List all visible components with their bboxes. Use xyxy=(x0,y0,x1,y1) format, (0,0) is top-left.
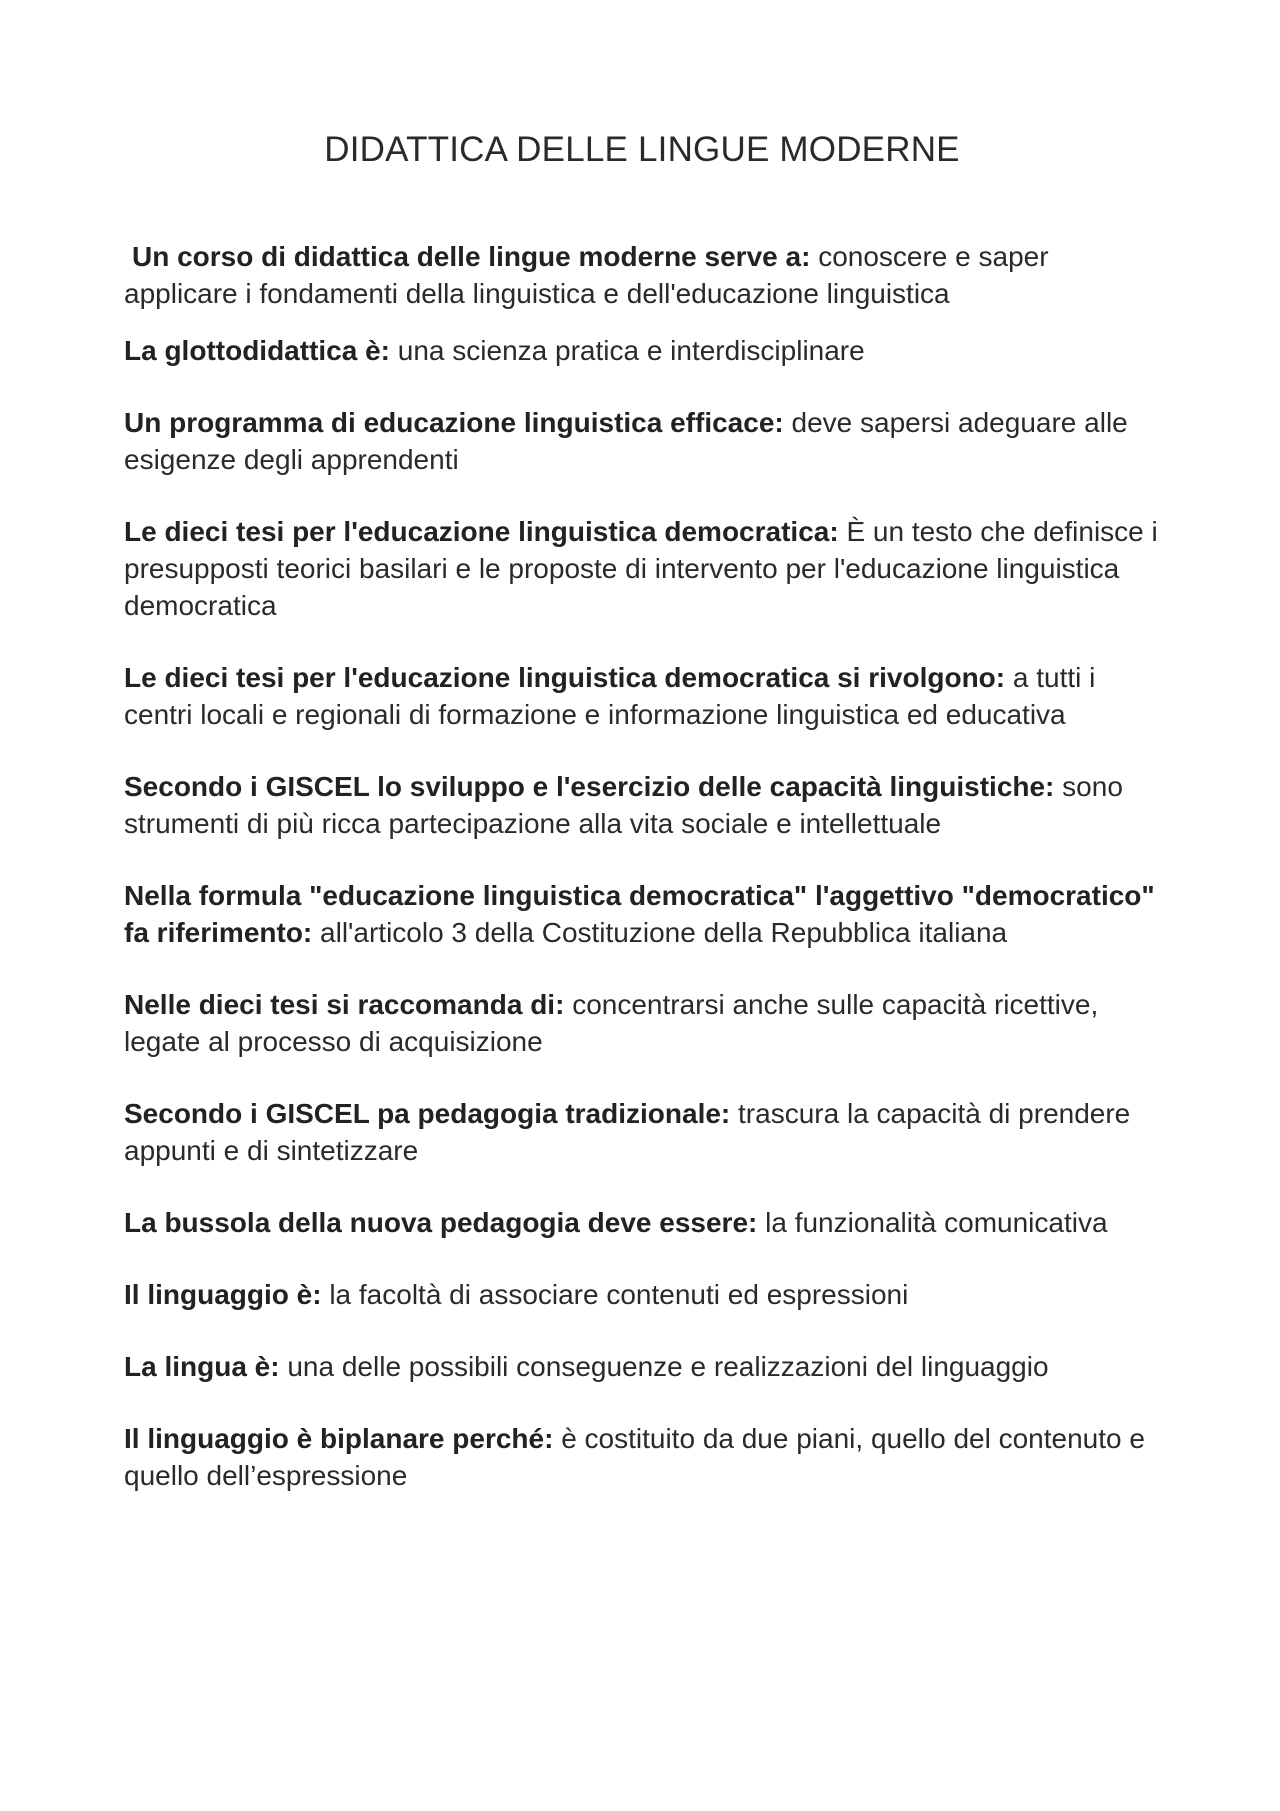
qa-question: Un corso di didattica delle lingue moderne serve a: xyxy=(132,241,811,272)
qa-entry xyxy=(124,1348,1160,1385)
qa-entry xyxy=(124,659,1160,733)
qa-entry xyxy=(124,1276,1160,1313)
qa-answer: all'articolo 3 della Costituzione della Repubblica italiana xyxy=(320,917,1008,948)
qa-answer: una scienza pratica e interdisciplinare xyxy=(397,335,865,366)
qa-answer: la funzionalità comunicativa xyxy=(765,1207,1108,1238)
qa-question: La lingua è: xyxy=(124,1351,280,1382)
qa-entry xyxy=(124,1204,1160,1241)
qa-answer: concentrarsi anche sulle capacità ricettive, legate al processo di acquisizione xyxy=(124,989,1099,1057)
qa-question: Le dieci tesi per l'educazione linguistica democratica: xyxy=(124,516,839,547)
qa-list xyxy=(124,238,1160,1494)
qa-entry xyxy=(124,986,1160,1060)
qa-question: Secondo i GISCEL pa pedagogia tradizionale: xyxy=(124,1098,731,1129)
qa-answer: la facoltà di associare contenuti ed espressioni xyxy=(329,1279,909,1310)
qa-question: Il linguaggio è biplanare perché: xyxy=(124,1423,554,1454)
qa-question: Il linguaggio è: xyxy=(124,1279,322,1310)
qa-answer: È un testo che definisce i presupposti teorici basilari e le proposte di intervento per l'educazione linguistica democratica xyxy=(124,516,1158,621)
qa-question: La bussola della nuova pedagogia deve essere: xyxy=(124,1207,758,1238)
qa-entry xyxy=(124,513,1160,624)
qa-answer: a tutti i centri locali e regionali di formazione e informazione linguistica ed educativa xyxy=(124,662,1096,730)
qa-entry xyxy=(124,332,1160,369)
qa-entry xyxy=(124,877,1160,951)
qa-question: Le dieci tesi per l'educazione linguistica democratica si rivolgono: xyxy=(124,662,1006,693)
qa-entry xyxy=(124,404,1160,478)
qa-question: La glottodidattica è: xyxy=(124,335,390,366)
qa-entry xyxy=(124,1095,1160,1169)
qa-answer: è costituito da due piani, quello del contenuto e quello dell’espressione xyxy=(124,1423,1145,1491)
qa-answer: conoscere e saper applicare i fondamenti della linguistica e dell'educazione linguistica xyxy=(124,241,1049,309)
qa-answer: una delle possibili conseguenze e realizzazioni del linguaggio xyxy=(287,1351,1049,1382)
qa-answer: trascura la capacità di prendere appunti e di sintetizzare xyxy=(124,1098,1131,1166)
qa-question: Nelle dieci tesi si raccomanda di: xyxy=(124,989,565,1020)
qa-answer: sono strumenti di più ricca partecipazione alla vita sociale e intellettuale xyxy=(124,771,1123,839)
qa-answer: deve sapersi adeguare alle esigenze degli apprendenti xyxy=(124,407,1128,475)
qa-question: Un programma di educazione linguistica efficace: xyxy=(124,407,784,438)
qa-entry xyxy=(124,238,1160,312)
qa-entry xyxy=(124,1420,1160,1494)
qa-question: Nella formula "educazione linguistica democratica" l'aggettivo "democratico" fa riferimento: xyxy=(124,880,1155,948)
page-title: DIDATTICA DELLE LINGUE MODERNE xyxy=(324,130,960,169)
qa-entry xyxy=(124,768,1160,842)
qa-question: Secondo i GISCEL lo sviluppo e l'esercizio delle capacità linguistiche: xyxy=(124,771,1055,802)
